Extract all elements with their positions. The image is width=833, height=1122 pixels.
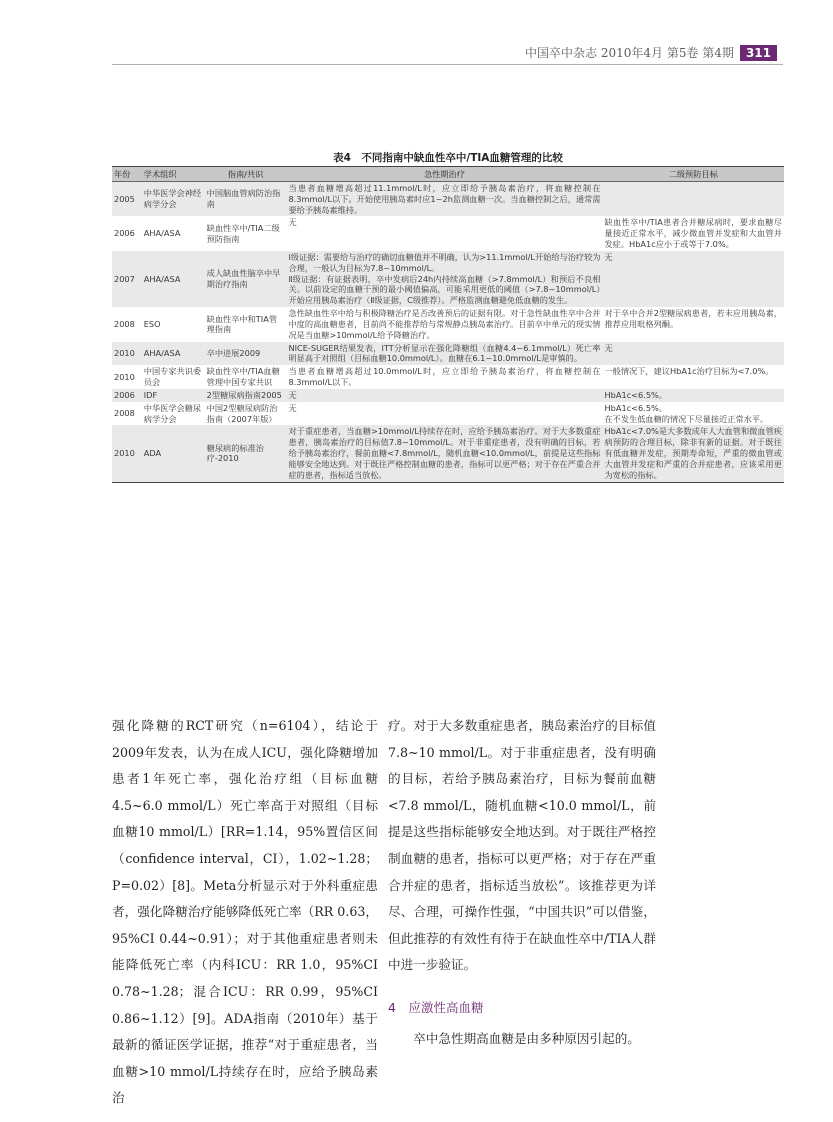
right-column bbox=[388, 713, 656, 1052]
cell-guide: 成人缺血性脑卒中早期治疗指南 bbox=[205, 251, 287, 307]
section-heading: 4 应激性高血糖 bbox=[388, 999, 484, 1015]
cell-guide: 卒中进展2009 bbox=[205, 342, 287, 366]
cell-acute: 当患者血糖增高超过10.0mmol/L时，应立即给予胰岛素治疗，将血糖控制在8.3mmol/L以下。 bbox=[288, 366, 601, 388]
table-row bbox=[112, 365, 784, 389]
journal-info: 中国卒中杂志 2010年4月 第5卷 第4期 bbox=[525, 46, 734, 60]
table-row bbox=[112, 402, 784, 426]
cell-org: AHA/ASA bbox=[142, 251, 205, 307]
cell-year: 2006 bbox=[114, 228, 135, 239]
cell-year: 2007 bbox=[112, 251, 142, 307]
header-acute: 急性期治疗 bbox=[286, 167, 602, 182]
cell-org: ADA bbox=[142, 425, 205, 482]
header-org: 学术组织 bbox=[142, 167, 205, 182]
table-row bbox=[112, 342, 784, 366]
cell-org: AHA/ASA bbox=[143, 228, 181, 239]
cell-org: 中国专家共识委员会 bbox=[143, 366, 202, 388]
cell-acute: 当患者血糖增高超过11.1mmol/L时，应立即给予胰岛素治疗，将血糖控制在8.3mmol/L以下。开始使用胰岛素时应1~2h监测血糖一次。当血糖控制之后，通常需要给予胰岛素维持。 bbox=[288, 183, 601, 215]
cell-acute: Ⅰ级证据：需要给与治疗的确切血糖值并不明确，认为>11.1mmol/L开始给与治疗较为合理，一般认为目标为7.8~10mmol/L。 Ⅱ级证据：有证据表明，卒中发病后24h内持续高血糖（>7.8mmol/L）和预后不良相关。以前设定的血糖干预的最小阈值偏高，可能采用更低的阈值（>7.8~10mmol/L）开始应用胰岛素治疗（Ⅱ级证据，C级推荐）。严格监测血糖避免低血糖的发生。 bbox=[288, 251, 601, 306]
table-row bbox=[112, 182, 784, 217]
table-row bbox=[112, 307, 784, 341]
cell-secondary: 缺血性卒中/TIA患者合并糖尿病时，要求血糖尽量接近正常水平，减少微血管并发症和大血管并发症。HbA1c应小于或等于7.0%。 bbox=[604, 217, 782, 250]
cell-year: 2008 bbox=[114, 318, 135, 329]
cell-acute: 无 bbox=[288, 217, 297, 228]
cell-acute: 无 bbox=[286, 389, 602, 402]
cell-guide: 2型糖尿病指南2005 bbox=[205, 389, 287, 402]
left-column bbox=[112, 713, 378, 1112]
header-rule bbox=[112, 64, 783, 65]
cell-year: 2010 bbox=[112, 425, 142, 482]
cell-org: ESO bbox=[143, 318, 161, 329]
cell-secondary: 一般情况下，建议HbA1c治疗目标为<7.0%。 bbox=[604, 366, 774, 377]
cell-secondary: HbA1c<6.5%。 bbox=[602, 389, 784, 402]
cell-secondary: 对于卒中合并2型糖尿病患者，若未应用胰岛素，推荐应用吡格列酮。 bbox=[604, 308, 782, 329]
right-paragraph: 疗。对于大多数重症患者，胰岛素治疗的目标值7.8~10 mmol/L。对于非重症患者，没有明确的目标，若给予胰岛素治疗，目标为餐前血糖<7.8 mmol/L，随机血糖<10.0 mmol/L，前提是这些指标能够安全地达到。对于既往严格控制血糖的患者，指标可以更严格；对于存在严重合并症的患者，指标适当放松”。该推荐更为详尽、合理，可操作性强，“中国共识”可以借鉴，但此推荐的有效性有待于在缺血性卒中/TIA人群中进一步验证。 bbox=[388, 718, 656, 973]
page-number: 311 bbox=[740, 45, 777, 61]
table-row bbox=[112, 251, 784, 307]
cell-guide: 中国脑血管病防治指南 bbox=[205, 182, 287, 217]
table-header-row bbox=[112, 167, 784, 182]
cell-acute: 对于重症患者，当血糖>10mmol/L持续存在时，应给予胰岛素治疗。对于大多数重症患者，胰岛素治疗的目标值7.8~10mmol/L。对于非重症患者，没有明确的目标，若给予胰岛素治疗，餐前血糖<7.8mmol/L，随机血糖<10.0mmol/L，前提是这些指标能够安全地达到。对于既往严格控制血糖的患者，指标可以更严格；对于存在严重合并症的患者，指标适当放松。 bbox=[286, 425, 602, 482]
left-paragraph: 强化降糖的RCT研究（n=6104），结论于2009年发表，认为在成人ICU，强化降糖增加患者1年死亡率，强化治疗组（目标血糖4.5~6.0 mmol/L）死亡率高于对照组（目标血糖10 mmol/L）[RR=1.14，95%置信区间（confidence interval，CI），1.02~1.28；P=0.02）[8]。Meta分析显示对于外科重症患者，强化降糖治疗能够降低死亡率（RR 0.63，95%CI 0.44~0.91）；对于其他重症患者则未能降低死亡率（内科ICU：RR 1.0，95%CI 0.78~1.28；混合ICU：RR 0.99，95%CI 0.86~1.12）[9]。ADA指南（2010年）基于最新的循证医学证据，推荐“对于重症患者，当血糖>10 mmol/L持续存在时，应给予胰岛素治 bbox=[112, 718, 378, 1106]
table-title: 表4 不同指南中缺血性卒中/TIA血糖管理的比较 bbox=[333, 152, 563, 164]
cell-acute: 急性缺血性卒中给与积极降糖治疗是否改善预后的证据有限。对于急性缺血性卒中合并中度的高血糖患者，目前尚不能推荐给与常规静点胰岛素治疗。目前卒中单元的现实情况是当血糖>10mmol/L给予降糖治疗。 bbox=[288, 308, 601, 340]
cell-year: 2010 bbox=[112, 342, 142, 366]
cell-guide: 缺血性卒中/TIA血糖管理中国专家共识 bbox=[206, 366, 280, 388]
table-row bbox=[112, 389, 784, 402]
comparison-table bbox=[112, 166, 784, 483]
table-row bbox=[112, 216, 784, 250]
cell-org: IDF bbox=[142, 389, 205, 402]
header-guide: 指南/共识 bbox=[205, 167, 287, 182]
cell-org: AHA/ASA bbox=[142, 342, 205, 366]
cell-guide: 糖尿病的标准治疗-2010 bbox=[205, 425, 287, 482]
cell-secondary: 无 bbox=[602, 251, 784, 307]
cell-secondary bbox=[602, 182, 784, 217]
header-year: 年份 bbox=[112, 167, 142, 182]
cell-year: 2008 bbox=[114, 408, 135, 419]
cell-acute: NICE-SUGER结果发表，ITT分析显示在强化降糖组（血糖4.4~6.1mmol/L）死亡率明显高于对照组（目标血糖10.0mmol/L）。血糖在6.1~10.0mmol/L是审慎的。 bbox=[288, 342, 601, 364]
cell-year: 2006 bbox=[112, 389, 142, 402]
cell-secondary: HbA1c<7.0%是大多数成年人大血管和微血管疾病预防的合理目标，除非有新的证据。对于既往有低血糖并发症，预期寿命短，严重的微血管或大血管并发症和严重的合并症患者，应该采用更为宽松的指标。 bbox=[602, 425, 784, 482]
table-row bbox=[112, 425, 784, 482]
cell-year: 2010 bbox=[114, 371, 135, 382]
cell-secondary: HbA1c<6.5%。 在不发生低血糖的情况下尽量接近正常水平。 bbox=[604, 402, 769, 424]
cell-guide: 中国2型糖尿病防治指南（2007年版） bbox=[206, 402, 278, 424]
cell-org: 中华医学会神经病学分会 bbox=[142, 182, 205, 217]
cell-guide: 缺血性卒中和TIA管理指南 bbox=[206, 313, 278, 335]
section-first-line: 卒中急性期高血糖是由多种原因引起的。 bbox=[413, 1030, 640, 1046]
header-secondary: 二级预防目标 bbox=[602, 167, 784, 182]
cell-acute: 无 bbox=[288, 402, 297, 413]
running-head bbox=[525, 44, 777, 61]
cell-year: 2005 bbox=[112, 182, 142, 217]
cell-secondary: 无 bbox=[602, 342, 784, 366]
cell-org: 中华医学会糖尿病学分会 bbox=[143, 402, 202, 424]
cell-guide: 缺血性卒中/TIA二级预防指南 bbox=[206, 222, 280, 244]
